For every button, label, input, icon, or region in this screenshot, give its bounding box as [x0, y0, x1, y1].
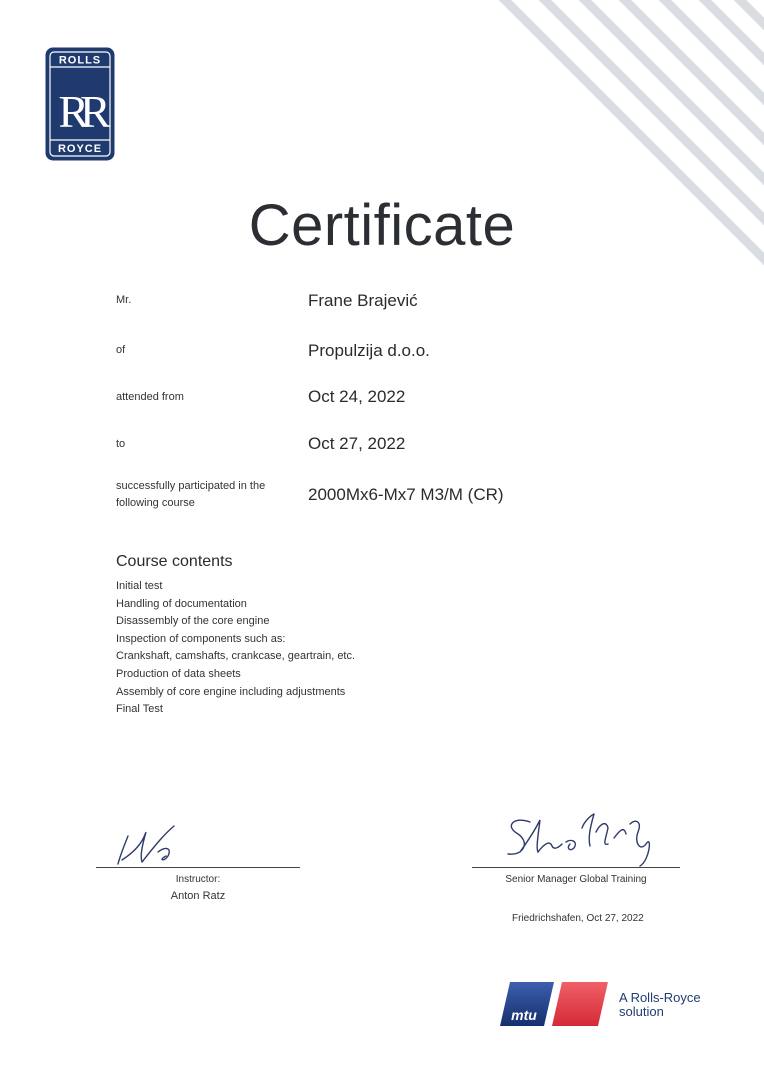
field-value-end-date: Oct 27, 2022: [308, 434, 406, 453]
place-and-date: Friedrichshafen, Oct 27, 2022: [512, 913, 644, 924]
mtu-tagline: [619, 991, 701, 1019]
instructor-signature: [112, 822, 192, 868]
field-label-title: Mr.: [116, 294, 132, 306]
field-label-to: to: [116, 438, 126, 450]
logo-bottom-text: ROYCE: [57, 143, 103, 155]
course-contents-list: [116, 578, 355, 719]
list-item: Initial test: [116, 580, 163, 592]
list-item: Assembly of core engine including adjustments: [116, 685, 346, 698]
instructor-signature-line: [96, 867, 300, 868]
field-value-start-date: Oct 24, 2022: [308, 387, 406, 406]
course-contents-title: Course contents: [116, 553, 233, 570]
list-item: Handling of documentation: [116, 597, 247, 610]
manager-signature: [490, 808, 670, 870]
list-item: Inspection of components such as:: [116, 632, 286, 645]
rolls-royce-logo: [45, 47, 115, 161]
manager-role: Senior Manager Global Training: [505, 874, 647, 885]
list-item: Disassembly of the core engine: [116, 615, 270, 628]
field-label-participated: [116, 478, 265, 512]
field-label-participated-line1: successfully participated in the: [116, 480, 266, 492]
list-item: Final Test: [116, 703, 163, 716]
certificate-title: Certificate: [248, 193, 516, 258]
field-label-participated-line2: following course: [116, 497, 195, 509]
logo-monogram: RR: [58, 86, 102, 137]
field-value-course: 2000Mx6-Mx7 M3/M (CR): [308, 485, 504, 504]
field-value-name: Frane Brajević: [308, 291, 418, 310]
field-value-company: Propulzija d.o.o.: [308, 341, 430, 360]
mtu-logo: [498, 980, 610, 1028]
mtu-tagline-line1: A Rolls-Royce: [619, 990, 701, 1005]
mtu-logo-text: mtu: [511, 1007, 537, 1023]
field-label-attended-from: attended from: [116, 391, 184, 403]
logo-top-text: ROLLS: [58, 54, 102, 67]
field-label-of: of: [116, 344, 126, 356]
list-item: Production of data sheets: [116, 667, 241, 680]
instructor-name: Anton Ratz: [170, 890, 226, 902]
instructor-role: Instructor:: [175, 874, 221, 885]
list-item: Crankshaft, camshafts, crankcase, geartrain, etc.: [116, 650, 356, 663]
mtu-tagline-line2: solution: [619, 1004, 664, 1019]
manager-signature-line: [472, 867, 680, 868]
